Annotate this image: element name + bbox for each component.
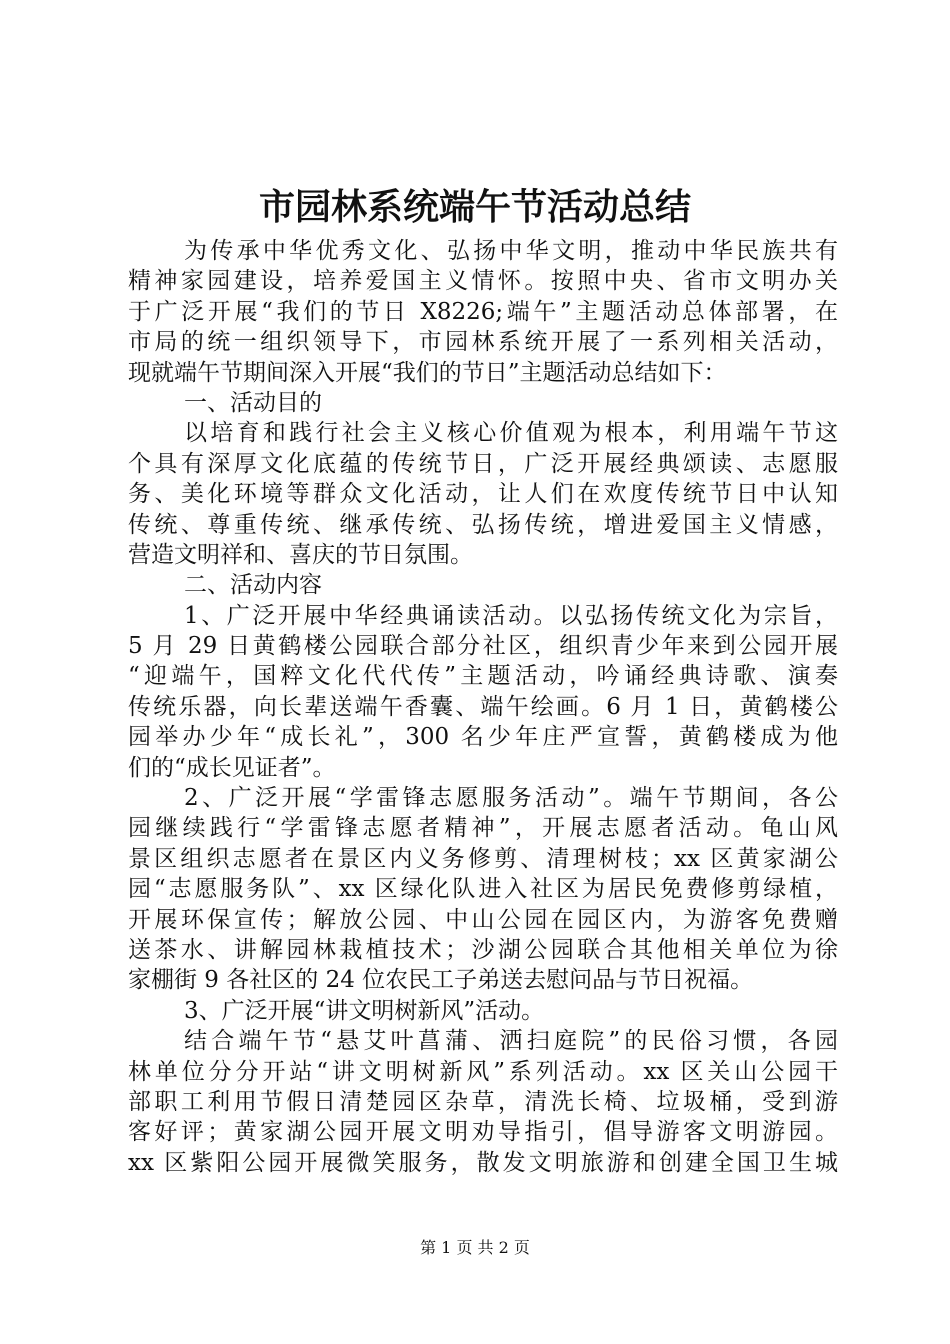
paragraph-line: 现就端午节期间深入开展“我们的节日”主题活动总结如下： <box>128 359 727 386</box>
paragraph-line: 客好评；黄家湖公园开展文明劝导指引，倡导游客文明游园。 <box>128 1119 838 1146</box>
paragraph-line: 送茶水、讲解园林栽植技术；沙湖公园联合其他相关单位为徐 <box>128 936 838 963</box>
paragraph-line: 开展环保宣传；解放公园、中山公园在园区内，为游客免费赠 <box>128 906 838 933</box>
paragraph-line: 于广泛开展“我们的节日 X8226;端午”主题活动总体部署，在 <box>128 298 838 325</box>
paragraph-line: 家棚街 9 各社区的 24 位农民工子弟送去慰问品与节日祝福。 <box>128 967 754 994</box>
paragraph-line: 2、广泛开展“学雷锋志愿服务活动”。端午节期间，各公 <box>184 785 838 812</box>
document-body <box>128 236 838 1178</box>
paragraph-line: 务、美化环境等群众文化活动，让人们在欢度传统节日中认知 <box>128 481 838 508</box>
paragraph-line: 园“志愿服务队”、xx 区绿化队进入社区为居民免费修剪绿植， <box>128 876 838 903</box>
page-title: 市园林系统端午节活动总结 <box>258 186 691 228</box>
paragraph-line: 景区组织志愿者在景区内义务修剪、清理树枝；xx 区黄家湖公 <box>128 845 838 872</box>
paragraph-line: 为传承中华优秀文化、弘扬中华文明，推动中华民族共有 <box>184 238 838 264</box>
paragraph-line: 林单位分分开站“讲文明树新风”系列活动。xx 区关山公园干 <box>128 1058 838 1085</box>
paragraph-line: 结合端午节“悬艾叶菖蒲、洒扫庭院”的民俗习惯，各园 <box>184 1028 838 1055</box>
section-heading: 二、活动内容 <box>184 572 322 599</box>
paragraph-line: 部职工利用节假日清楚园区杂草，清洗长椅、垃圾桶，受到游 <box>128 1088 838 1115</box>
section-heading: 3、广泛开展“讲文明树新风”活动。 <box>184 997 545 1024</box>
page-number-footer: 第 1 页 共 2 页 <box>420 1238 530 1257</box>
paragraph-line: 营造文明祥和、喜庆的节日氛围。 <box>128 541 473 568</box>
paragraph-line: “迎端午，国粹文化代代传”主题活动，吟诵经典诗歌、演奏 <box>128 663 838 690</box>
paragraph-line: 个具有深厚文化底蕴的传统节日，广泛开展经典颂读、志愿服 <box>128 450 838 477</box>
paragraph-line: 们的“成长见证者”。 <box>128 754 336 781</box>
paragraph-line: 传统、尊重传统、继承传统、弘扬传统，增进爱国主义情感， <box>128 511 838 538</box>
paragraph-line: 市局的统一组织领导下，市园林系统开展了一系列相关活动， <box>128 329 838 356</box>
paragraph-line: 园继续践行“学雷锋志愿者精神”，开展志愿者活动。龟山风 <box>128 815 838 842</box>
paragraph-line: 精神家园建设，培养爱国主义情怀。按照中央、省市文明办关 <box>128 268 838 295</box>
paragraph-line: 5 月 29 日黄鹤楼公园联合部分社区，组织青少年来到公园开展 <box>128 633 838 660</box>
paragraph-line: 以培育和践行社会主义核心价值观为根本，利用端午节这 <box>184 420 838 447</box>
paragraph-line: 1、广泛开展中华经典诵读活动。以弘扬传统文化为宗旨， <box>184 602 838 629</box>
section-heading: 一、活动目的 <box>184 389 322 416</box>
paragraph-line: 传统乐器，向长辈送端午香囊、端午绘画。6 月 1 日，黄鹤楼公 <box>128 693 838 720</box>
paragraph-line: 园举办少年“成长礼”，300 名少年庄严宣誓，黄鹤楼成为他 <box>128 724 838 751</box>
paragraph-line: xx 区紫阳公园开展微笑服务，散发文明旅游和创建全国卫生城 <box>128 1149 838 1176</box>
